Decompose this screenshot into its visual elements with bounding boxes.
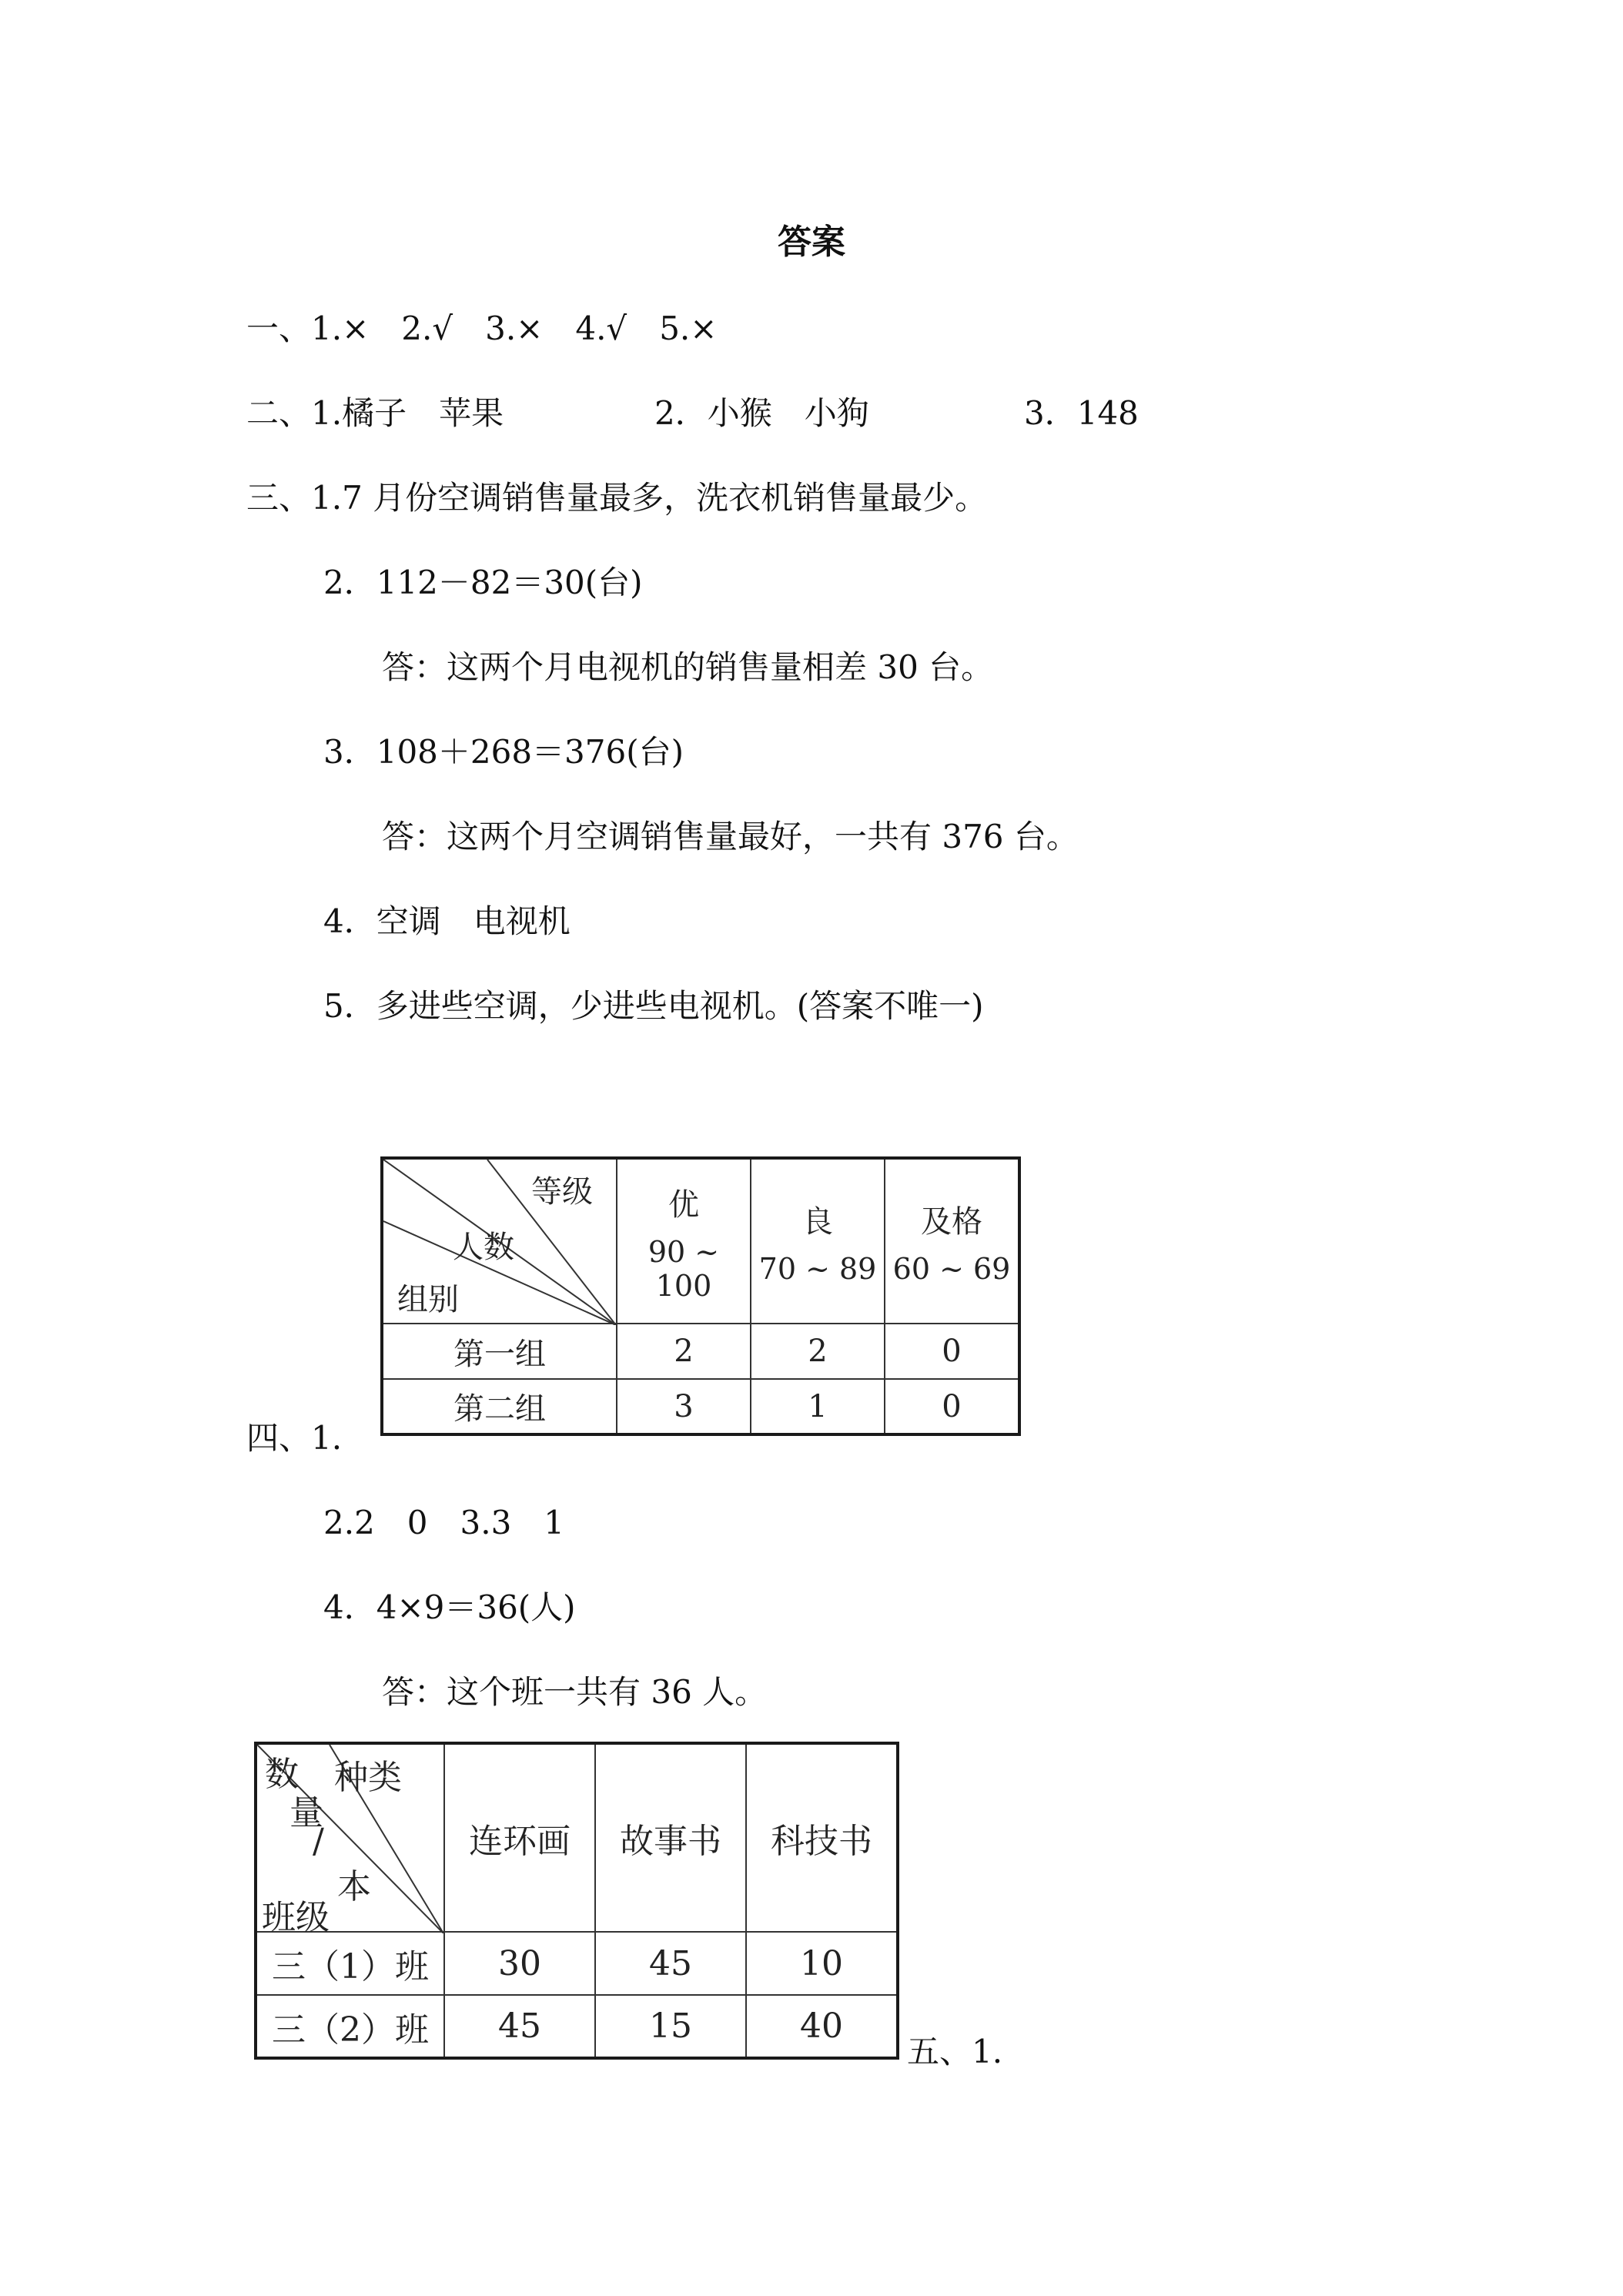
corner-label-class: 班级 — [262, 1898, 330, 1937]
table-row — [382, 1324, 1019, 1379]
answer-section-2-part3: 3．148 — [1024, 394, 1139, 432]
grade-table — [380, 1156, 1021, 1436]
corner-char: 数 — [265, 1755, 299, 1794]
table-cell: 0 — [885, 1324, 1019, 1379]
grade-range: 60 ~ 69 — [892, 1251, 1011, 1286]
table-cell: 1 — [751, 1379, 885, 1434]
table-cell: 0 — [885, 1379, 1019, 1434]
book-column-header: 连环画 — [444, 1743, 595, 1932]
grade-name: 及格 — [921, 1203, 982, 1240]
row-label: 第一组 — [382, 1324, 617, 1379]
grade-name: 优 — [668, 1186, 699, 1223]
grade-column-header — [885, 1158, 1019, 1324]
corner-char: 本 — [337, 1867, 371, 1906]
grade-range: 70 ~ 89 — [758, 1251, 877, 1286]
answer-section-3-q2: 2．112－82＝30(台) — [323, 564, 643, 601]
row-label: 第二组 — [382, 1379, 617, 1434]
table-cell: 3 — [617, 1379, 751, 1434]
book-table-corner — [256, 1743, 444, 1937]
table-row — [256, 1995, 898, 2058]
book-count-table — [254, 1742, 899, 2060]
answer-section-2-part1: 二、1.橘子 苹果 — [246, 394, 504, 432]
table-cell: 2 — [617, 1324, 751, 1379]
table-row — [382, 1379, 1019, 1434]
answer-section-3-q4: 4．空调 电视机 — [323, 902, 571, 940]
table-row — [256, 1932, 898, 1995]
corner-char: / — [313, 1822, 324, 1861]
answer-section-4-q4-reply: 答：这个班一共有 36 人。 — [382, 1673, 768, 1711]
corner-label-type: 种类 — [334, 1758, 402, 1797]
table-cell: 40 — [746, 1995, 898, 2058]
table-cell: 2 — [751, 1324, 885, 1379]
page-title: 答案 — [778, 223, 845, 262]
corner-label-grade: 等级 — [531, 1174, 593, 1210]
answer-section-3-q1: 三、1.7 月份空调销售量最多，洗衣机销售量最少。 — [246, 479, 988, 517]
answer-section-4-q1: 四、1. — [246, 1419, 343, 1457]
answer-section-5-q1: 五、1. — [907, 2033, 1003, 2070]
grade-range: 90 ~ 100 — [648, 1234, 720, 1303]
answer-section-3-q3-reply: 答：这两个月空调销售量最好，一共有 376 台。 — [382, 818, 1079, 855]
corner-char: 量 — [289, 1793, 323, 1832]
book-column-header: 科技书 — [746, 1743, 898, 1932]
answer-section-3-q2-reply: 答：这两个月电视机的销售量相差 30 台。 — [382, 648, 994, 686]
grade-table-corner — [382, 1158, 617, 1324]
table-cell: 30 — [444, 1932, 595, 1995]
answer-section-2-part2: 2．小猴 小狗 — [654, 394, 869, 432]
row-label: 三（1）班 — [256, 1932, 444, 1995]
table-cell: 45 — [444, 1995, 595, 2058]
grade-column-header — [751, 1158, 885, 1324]
grade-column-header — [617, 1158, 751, 1324]
table-cell: 10 — [746, 1932, 898, 1995]
book-column-header: 故事书 — [595, 1743, 746, 1932]
answer-section-1: 一、1.× 2.√ 3.× 4.√ 5.× — [246, 310, 718, 347]
answer-section-4-q2-3: 2.2 0 3.3 1 — [323, 1504, 565, 1541]
corner-label-group: 组别 — [397, 1282, 459, 1317]
corner-label-count: 人数 — [453, 1230, 514, 1265]
answer-section-3-q3: 3．108＋268＝376(台) — [323, 733, 684, 771]
answer-section-4-q4: 4．4×9＝36(人) — [323, 1588, 576, 1626]
grade-name: 良 — [802, 1203, 833, 1240]
row-label: 三（2）班 — [256, 1995, 444, 2058]
table-cell: 15 — [595, 1995, 746, 2058]
table-cell: 45 — [595, 1932, 746, 1995]
answer-section-3-q5: 5．多进些空调，少进些电视机。(答案不唯一) — [323, 987, 984, 1025]
